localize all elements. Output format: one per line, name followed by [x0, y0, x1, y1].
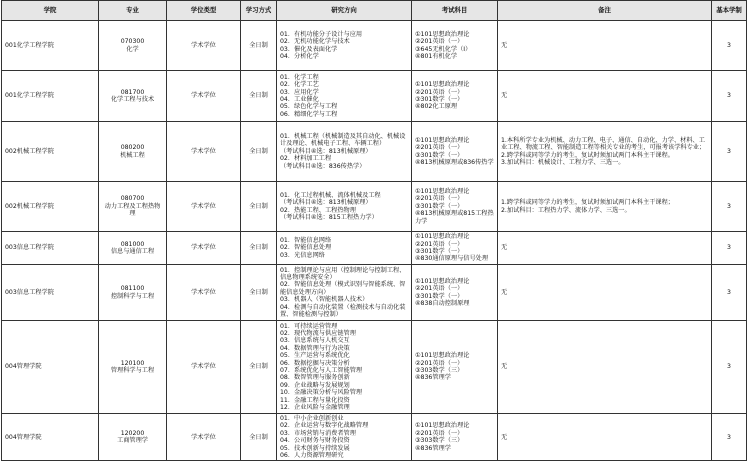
major-code: 081000 [120, 240, 145, 248]
degree-cell [167, 122, 241, 182]
college-name: 002机械工程学院 [5, 147, 54, 155]
college-cell [2, 414, 99, 461]
research-direction-item: （考试科目④选：836传热学） [280, 162, 366, 170]
exam-subjects-cell [412, 265, 498, 321]
duration-cell [712, 265, 747, 321]
note-line: 无 [501, 288, 508, 296]
table-row [2, 232, 747, 265]
exam-subject-item: ④801有机化学 [415, 52, 458, 60]
exam-subject-item: ③303数学（三） [415, 367, 464, 374]
exam-subjects-cell [412, 414, 498, 461]
header-notes: 备注 [498, 1, 712, 21]
major-cell [99, 232, 167, 265]
research-direction-item: 04．分析化学 [280, 52, 319, 60]
note-line: 无 [501, 244, 508, 252]
college-name: 003信息工程学院 [5, 288, 54, 296]
major-cell [99, 21, 167, 71]
research-direction-item: 03．市场营销与消费者管理 [280, 429, 356, 437]
study-mode: 全日制 [249, 92, 268, 100]
exam-subject-item: ②201英语（一） [415, 88, 464, 96]
table-row [2, 122, 747, 182]
table-row [2, 182, 747, 232]
research-direction-item: 10．金融决策分析与风险管理 [280, 389, 363, 397]
major-code: 120100 [120, 359, 145, 367]
mode-cell [241, 265, 277, 321]
research-direction-cell [277, 71, 412, 122]
duration-years: 3 [727, 202, 731, 210]
research-direction-item: 03．应用化学 [280, 88, 319, 96]
degree-type: 学术学位 [191, 363, 216, 371]
research-direction-item: 03．催化及表面化学 [280, 45, 338, 53]
exam-subject-item: ②201英语（一） [415, 38, 464, 46]
research-direction-item: 04．公司财务与财务投资 [280, 437, 350, 445]
table-row [2, 265, 747, 321]
notes-cell [498, 21, 712, 71]
table-row [2, 21, 747, 71]
degree-cell [167, 414, 241, 461]
college-cell [2, 321, 99, 414]
header-study-mode: 学习方式 [241, 1, 277, 21]
major-cell [99, 182, 167, 232]
header-degree-type: 学位类型 [167, 1, 241, 21]
research-direction-item: 03．机器人（智能机器人技术） [280, 296, 369, 304]
degree-type: 学术学位 [191, 288, 216, 296]
header-research-direction: 研究方向 [277, 1, 412, 21]
exam-subjects-cell [412, 321, 498, 414]
research-direction-item: 08．数智管理与服务创新 [280, 374, 350, 382]
research-direction-item: 05．绿色化学与工程 [280, 103, 338, 111]
exam-subject-item: ④836管理学 [415, 444, 451, 452]
research-direction-cell [277, 232, 412, 265]
degree-type: 学术学位 [191, 433, 216, 441]
major-name: 动力工程及工程热物理 [104, 202, 161, 218]
duration-years: 3 [727, 92, 731, 100]
exam-subjects-cell [412, 71, 498, 122]
header-college: 学院 [2, 1, 99, 21]
notes-cell [498, 71, 712, 122]
research-direction-item: 11．金融工程与量化投资 [280, 396, 350, 404]
research-direction-item: 06．人力资源管理研究 [280, 452, 344, 460]
major-code: 070300 [120, 38, 145, 46]
research-direction-item: 02．材料加工工程 [280, 155, 332, 163]
exam-subject-item: ①101思想政治理论 [415, 81, 470, 89]
college-name: 004管理学院 [5, 433, 42, 441]
duration-cell [712, 21, 747, 71]
research-direction-item: 04．数据管理与行为决策 [280, 344, 350, 352]
exam-subject-item: ③301数学（一） [415, 202, 464, 210]
research-direction-item: 06．精细化学与工程 [280, 110, 338, 118]
research-direction-item: 02．化学工艺 [280, 81, 319, 89]
header-exam-subjects: 考试科目 [412, 1, 498, 21]
college-cell [2, 71, 99, 122]
duration-years: 3 [727, 41, 731, 49]
note-line: 1.本科所学专业为机械、动力工程、电子、通信、自动化、力学、材料、工业工程、物流工程、智能制造工程等相关专业的考生，可报考该学科专业； [501, 136, 706, 152]
research-direction-item: 05．技术创新与持续发展 [280, 444, 350, 452]
exam-subject-item: ③303数学（三） [415, 437, 464, 445]
note-line: 1.跨学科或同等学力的考生，复试时须加试两门本科主干课程； [501, 199, 674, 207]
mode-cell [241, 21, 277, 71]
study-mode: 全日制 [249, 288, 268, 296]
exam-subject-item: ①101思想政治理论 [415, 352, 470, 360]
major-name: 控制科学与工程 [110, 292, 155, 300]
research-direction-item: 02．企业运营与数字化战略管理 [280, 422, 369, 430]
degree-type: 学术学位 [191, 92, 216, 100]
exam-subject-item: ②201英语（一） [415, 144, 464, 152]
notes-cell [498, 122, 712, 182]
exam-subject-item: ③301数学（一） [415, 96, 464, 103]
mode-cell [241, 414, 277, 461]
exam-subject-item: ①101思想政治理论 [415, 422, 470, 430]
mode-cell [241, 182, 277, 232]
degree-cell [167, 71, 241, 122]
table-row [2, 71, 747, 122]
research-direction-item: 01．有机功能分子设计与应用 [280, 30, 363, 38]
research-direction-item: （考试科目④选：815工程热力学） [280, 213, 378, 221]
college-cell [2, 122, 99, 182]
degree-type: 学术学位 [191, 202, 216, 210]
table-row [2, 321, 747, 414]
college-cell [2, 265, 99, 321]
mode-cell [241, 321, 277, 414]
exam-subject-item: ④802化工原理 [415, 103, 458, 111]
research-direction-item: 04．工业催化 [280, 96, 319, 103]
table-row [2, 414, 747, 461]
major-name: 化学工程与技术 [110, 96, 155, 103]
exam-subject-item: ③301数学（一） [415, 292, 464, 300]
research-direction-item: 02．现代物流与供应链管理 [280, 329, 356, 337]
note-line: 无 [501, 41, 508, 49]
mode-cell [241, 71, 277, 122]
research-direction-item: 09．企业战略与发展规划 [280, 381, 350, 389]
study-mode: 全日制 [249, 433, 268, 441]
research-direction-cell [277, 414, 412, 461]
major-code: 080200 [120, 144, 145, 152]
research-direction-item: 05．生产运营与系统优化 [280, 352, 350, 360]
degree-cell [167, 182, 241, 232]
notes-cell [498, 182, 712, 232]
duration-years: 3 [727, 288, 731, 296]
major-code: 080700 [120, 195, 145, 203]
exam-subject-item: ②201英语（一） [415, 285, 464, 293]
study-mode: 全日制 [249, 147, 268, 155]
exam-subjects-cell [412, 122, 498, 182]
admission-table [1, 0, 747, 461]
college-cell [2, 21, 99, 71]
study-mode: 全日制 [249, 244, 268, 252]
major-name: 管理科学与工程 [110, 367, 155, 374]
college-name: 003信息工程学院 [5, 244, 54, 252]
notes-cell [498, 232, 712, 265]
research-direction-item: 03．信息系统与人机交互 [280, 337, 350, 345]
research-direction-item: 06．数据挖掘与决策分析 [280, 359, 350, 367]
note-line: 2.跨学科或同等学力的考生，复试时须加试两门本科主干课程。 [501, 151, 674, 159]
exam-subject-item: ②201英语（一） [415, 195, 464, 203]
research-direction-item: （考试科目④选：813机械原理） [280, 147, 372, 155]
research-direction-item: 01．控制理论与应用（控制理论与控制工程、信息物理系统安全） [280, 266, 406, 281]
exam-subject-item: ①101思想政治理论 [415, 277, 470, 285]
degree-cell [167, 265, 241, 321]
note-line: 无 [501, 92, 508, 100]
exam-subject-item: ③645无机化学（Ⅰ） [415, 45, 472, 53]
duration-cell [712, 232, 747, 265]
exam-subject-item: ①101思想政治理论 [415, 30, 470, 38]
degree-type: 学术学位 [191, 147, 216, 155]
duration-cell [712, 122, 747, 182]
research-direction-item: 02．热能工程、工程热物理 [280, 206, 356, 214]
research-direction-item: 01．中小企业创新创业 [280, 415, 344, 422]
research-direction-item: 02．智能信息处理（模式识别与智能系统、智能信息处理方向） [280, 281, 406, 296]
exam-subject-item: ①101思想政治理论 [415, 187, 470, 195]
exam-subject-item: ②201英语（一） [415, 240, 464, 248]
mode-cell [241, 232, 277, 265]
research-direction-cell [277, 182, 412, 232]
major-cell [99, 71, 167, 122]
research-direction-item: 12．企业风险与金融管理 [280, 404, 350, 412]
exam-subject-item: ②201英语（一） [415, 359, 464, 367]
degree-cell [167, 232, 241, 265]
major-name: 机械工程 [120, 151, 145, 159]
exam-subject-item: ②201英语（一） [415, 429, 464, 437]
duration-cell [712, 71, 747, 122]
degree-type: 学术学位 [191, 244, 216, 252]
note-line: 无 [501, 433, 508, 441]
exam-subject-item: ①101思想政治理论 [415, 136, 470, 144]
duration-cell [712, 182, 747, 232]
degree-cell [167, 321, 241, 414]
research-direction-item: 04．检测与自动化装置（检测技术与自动化装置、智能检测与控制） [280, 303, 406, 319]
research-direction-cell [277, 265, 412, 321]
research-direction-cell [277, 21, 412, 71]
exam-subject-item: ①101思想政治理论 [415, 233, 470, 241]
exam-subject-item: ③301数学（一） [415, 151, 464, 159]
table-body [2, 21, 747, 461]
college-cell [2, 232, 99, 265]
duration-years: 3 [727, 147, 731, 155]
research-direction-item: 01．化学工程 [280, 73, 319, 81]
study-mode: 全日制 [249, 363, 268, 371]
duration-cell [712, 414, 747, 461]
major-cell [99, 265, 167, 321]
note-line: 3.加试科目：机械设计、工程力学、三选一。 [501, 158, 625, 166]
research-direction-item: （考试科目④选：813机械原理） [280, 199, 372, 207]
notes-cell [498, 265, 712, 321]
major-code: 120200 [120, 429, 145, 437]
header-duration: 基本学制 [712, 1, 747, 21]
header-row [2, 1, 747, 21]
research-direction-item: 02．智能信息处理 [280, 244, 332, 252]
college-name: 001化学工程学院 [5, 92, 54, 100]
degree-type: 学术学位 [191, 41, 216, 49]
college-name: 002机械工程学院 [5, 202, 54, 210]
major-cell [99, 321, 167, 414]
research-direction-item: 01．智能信息网络 [280, 236, 332, 244]
duration-years: 3 [727, 433, 731, 441]
exam-subject-item: ④830通信原理与信号处理 [415, 255, 489, 263]
exam-subject-item: ③301数学（一） [415, 248, 464, 255]
exam-subjects-cell [412, 182, 498, 232]
research-direction-cell [277, 122, 412, 182]
header-major: 专业 [99, 1, 167, 21]
degree-cell [167, 21, 241, 71]
duration-years: 3 [727, 363, 731, 371]
major-name: 工商管理学 [117, 437, 148, 445]
college-name: 001化学工程学院 [5, 41, 54, 49]
note-line: 无 [501, 363, 508, 371]
exam-subject-item: ④813机械原理或815工程热力学 [415, 210, 494, 225]
exam-subjects-cell [412, 232, 498, 265]
study-mode: 全日制 [249, 41, 268, 49]
major-cell [99, 122, 167, 182]
exam-subject-item: ④838自动控制原理 [415, 299, 470, 307]
major-cell [99, 414, 167, 461]
notes-cell [498, 321, 712, 414]
duration-cell [712, 321, 747, 414]
research-direction-item: 01．机械工程（机械制造及其自动化、机械设计及理论、机械电子工程、车辆工程） [280, 132, 406, 148]
major-code: 081100 [120, 285, 145, 293]
college-name: 004管理学院 [5, 363, 42, 371]
duration-years: 3 [727, 244, 731, 252]
note-line: 2.加试科目：工程热力学、流体力学、三选一。 [501, 206, 631, 214]
study-mode: 全日制 [249, 202, 268, 210]
research-direction-item: 01．化工过程机械、流体机械及工程 [280, 191, 381, 199]
exam-subject-item: ④836管理学 [415, 374, 451, 382]
major-name: 化学 [126, 45, 139, 53]
research-direction-item: 07．系统优化与人工智能管理 [280, 367, 363, 374]
exam-subjects-cell [412, 21, 498, 71]
mode-cell [241, 122, 277, 182]
notes-cell [498, 414, 712, 461]
research-direction-item: 02．无机功能化学与技术 [280, 38, 350, 46]
college-cell [2, 182, 99, 232]
exam-subject-item: ④813机械原理或836传热学 [415, 158, 494, 166]
research-direction-item: 03．光信息网络 [280, 251, 325, 259]
major-code: 081700 [120, 88, 145, 96]
major-name: 信息与通信工程 [110, 248, 155, 255]
research-direction-item: 01．可持续运营管理 [280, 322, 338, 330]
research-direction-cell [277, 321, 412, 414]
